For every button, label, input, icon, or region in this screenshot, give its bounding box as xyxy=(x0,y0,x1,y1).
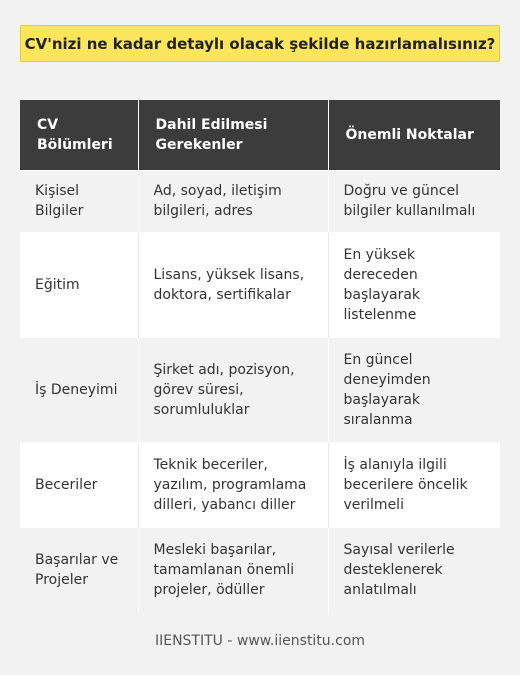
page-title: CV'nizi ne kadar detaylı olacak şekilde hazırlamalısınız? xyxy=(20,25,500,62)
footer-credit: IIENSTITU - www.iienstitu.com xyxy=(154,633,366,649)
section-cell: Eğitim xyxy=(20,232,138,337)
table-row xyxy=(20,170,500,232)
include-cell: Ad, soyad, iletişim bilgileri, adres xyxy=(138,170,328,232)
table-row xyxy=(20,442,500,527)
header-key-points: Önemli Noktalar xyxy=(328,100,500,170)
section-cell: İş Deneyimi xyxy=(20,337,138,442)
table-row xyxy=(20,232,500,337)
section-cell: Beceriler xyxy=(20,442,138,527)
keypoint-cell: En yüksek dereceden başlayarak listelenme xyxy=(328,232,500,337)
include-cell: Lisans, yüksek lisans, doktora, sertifikalar xyxy=(138,232,328,337)
cv-sections-table xyxy=(20,100,500,612)
table-row xyxy=(20,337,500,442)
keypoint-cell: Sayısal verilerle desteklenerek anlatılmalı xyxy=(328,527,500,612)
section-cell: Kişisel Bilgiler xyxy=(20,170,138,232)
keypoint-cell: İş alanıyla ilgili becerilere öncelik verilmeli xyxy=(328,442,500,527)
header-cv-sections: CV Bölümleri xyxy=(20,100,138,170)
include-cell: Mesleki başarılar, tamamlanan önemli projeler, ödüller xyxy=(138,527,328,612)
include-cell: Şirket adı, pozisyon, görev süresi, sorumluluklar xyxy=(138,337,328,442)
include-cell: Teknik beceriler, yazılım, programlama dilleri, yabancı diller xyxy=(138,442,328,527)
keypoint-cell: Doğru ve güncel bilgiler kullanılmalı xyxy=(328,170,500,232)
table-row xyxy=(20,527,500,612)
header-what-to-include: Dahil Edilmesi Gerekenler xyxy=(138,100,328,170)
section-cell: Başarılar ve Projeler xyxy=(20,527,138,612)
table-header-row xyxy=(20,100,500,170)
keypoint-cell: En güncel deneyimden başlayarak sıralanma xyxy=(328,337,500,442)
